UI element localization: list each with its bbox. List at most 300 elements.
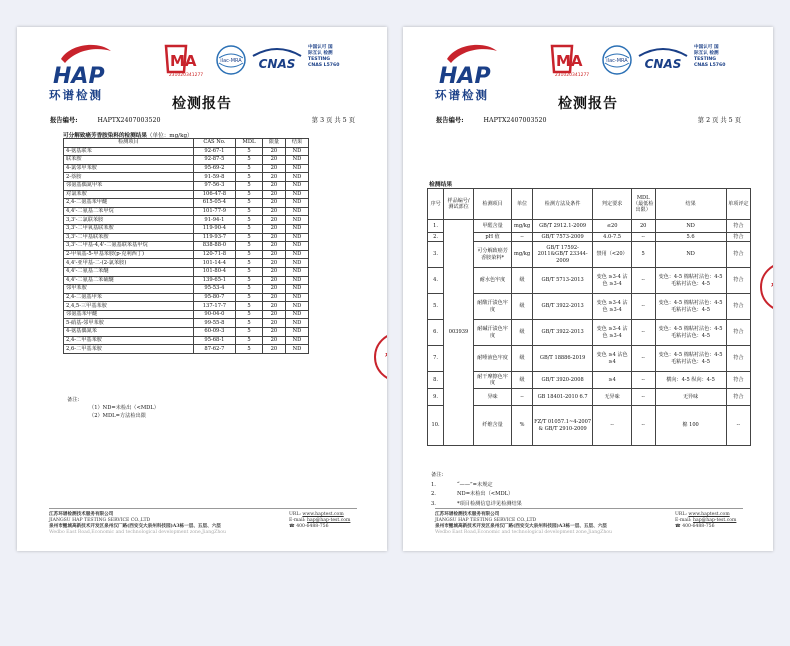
cma-code: 231020341277 bbox=[168, 73, 204, 78]
seal-stamp-icon bbox=[757, 257, 773, 317]
table-cell: 95-53-4 bbox=[193, 285, 235, 294]
table-cell: 20 bbox=[262, 285, 285, 294]
table-cell: 5 bbox=[236, 328, 263, 337]
footer-address-en: Wedbo East Road,Economic and technological development zone,JiangZhou bbox=[49, 530, 227, 535]
table-cell: 838-88-0 bbox=[193, 242, 235, 251]
table-cell: ND bbox=[285, 216, 308, 225]
table-cell: 90-04-0 bbox=[193, 310, 235, 319]
table-row bbox=[64, 250, 309, 259]
table-cell: 5 bbox=[236, 285, 263, 294]
table-cell: 变色：4-5 棉粘衬沾色：4-5 毛粘衬沾色：4-5 bbox=[655, 294, 726, 320]
table-cell: 2. bbox=[428, 233, 444, 242]
cnas-number: CNAS L5760 bbox=[308, 63, 340, 68]
table-row bbox=[428, 320, 751, 346]
table-cell: ND bbox=[285, 164, 308, 173]
report-title: 检测报告 bbox=[558, 96, 618, 112]
section-title-text: 可分解致癌芳香胺染料的检测结果 bbox=[63, 133, 147, 139]
table-cell: GB/T 3920-2008 bbox=[532, 372, 592, 389]
column-header: MDL（最低检出限） bbox=[631, 189, 655, 220]
report-meta bbox=[436, 115, 741, 124]
url-label: URL: bbox=[289, 512, 301, 517]
table-cell: 20 bbox=[262, 216, 285, 225]
report-no-label: 报告编号: bbox=[436, 117, 464, 124]
table-cell: mg/kg bbox=[512, 242, 533, 268]
page-indicator: 第 3 页 共 5 页 bbox=[311, 117, 355, 124]
table-cell: 20 bbox=[262, 336, 285, 345]
table-cell: 2,4,5-三甲基苯胺 bbox=[64, 302, 194, 311]
footer-company-cn: 江苏环谱检测技术服务有限公司 bbox=[435, 512, 500, 517]
table-cell: 2,6-二甲基苯胺 bbox=[64, 345, 194, 354]
table-row bbox=[64, 259, 309, 268]
table-cell: 4.0-7.5 bbox=[593, 233, 632, 242]
table-cell: 耐碱汗渍色牢度 bbox=[473, 320, 511, 346]
section-unit: （单位：mg/kg） bbox=[146, 133, 193, 139]
table-cell: 级 bbox=[512, 372, 533, 389]
accreditation-marks bbox=[549, 42, 759, 86]
table-cell: ND bbox=[285, 199, 308, 208]
table-row bbox=[64, 216, 309, 225]
table-row bbox=[64, 242, 309, 251]
table-cell: 20 bbox=[262, 310, 285, 319]
table-cell: ND bbox=[285, 190, 308, 199]
table-cell: -- bbox=[726, 406, 750, 446]
cnas-caption bbox=[694, 45, 725, 69]
table-cell: 9. bbox=[428, 389, 444, 406]
table-cell: 60-09-3 bbox=[193, 328, 235, 337]
note-item: （2）MDL=方法检出限 bbox=[89, 413, 146, 419]
table-cell: 137-17-7 bbox=[193, 302, 235, 311]
table-cell: ND bbox=[285, 310, 308, 319]
footer-contact: URL: www.haptest.com E-mail: hap@hap-test.com ☎ 400-6488-756 bbox=[289, 512, 351, 529]
table-cell: 4-氨基偶氮苯 bbox=[64, 328, 194, 337]
footer-email-link[interactable]: hap@hap-test.com bbox=[307, 518, 351, 523]
table-cell: 耐干摩擦色牢度 bbox=[473, 372, 511, 389]
table-cell: ND bbox=[285, 173, 308, 182]
table-row bbox=[64, 207, 309, 216]
note-item: （1）ND=未检出（<MDL） bbox=[89, 405, 159, 411]
table-cell: GB/T 18886-2019 bbox=[532, 346, 592, 372]
table-cell: mg/kg bbox=[512, 220, 533, 233]
cnas-mark-icon bbox=[251, 44, 303, 76]
footer-address-en: Wedbo East Road,Economic and technological development zone,JiangZhou bbox=[435, 530, 613, 535]
table-row bbox=[428, 268, 751, 294]
table-cell: 可分解致癌芳香胺染料* bbox=[473, 242, 511, 268]
table-cell: 2,4-二氨基苯甲醚 bbox=[64, 199, 194, 208]
table-cell: 5. bbox=[428, 294, 444, 320]
column-header: MDL bbox=[236, 139, 263, 148]
table-cell: 20 bbox=[262, 190, 285, 199]
table-row bbox=[428, 242, 751, 268]
email-label: E-mail: bbox=[289, 518, 306, 523]
table-cell: 5.6 bbox=[655, 233, 726, 242]
table-cell: 92-87-5 bbox=[193, 156, 235, 165]
table-cell: pH 值 bbox=[473, 233, 511, 242]
table-cell: 级 bbox=[512, 346, 533, 372]
table-cell: 120-71-8 bbox=[193, 250, 235, 259]
table-cell: ND bbox=[285, 242, 308, 251]
table-cell: 邻氨基偶氮甲苯 bbox=[64, 181, 194, 190]
table-row bbox=[64, 199, 309, 208]
table-cell: 变色 ≥3-4 沾色 ≥3-4 bbox=[593, 268, 632, 294]
table-cell: 耐酸汗渍色牢度 bbox=[473, 294, 511, 320]
column-header: 限量 bbox=[262, 139, 285, 148]
table-cell: 5 bbox=[236, 319, 263, 328]
table-cell: -- bbox=[631, 268, 655, 294]
amine-results-table bbox=[63, 138, 309, 354]
report-page-2 bbox=[403, 27, 773, 551]
table-cell: 5 bbox=[236, 199, 263, 208]
footer-company-en: JIANGSU HAP TESTING SERVICE CO.,LTD bbox=[435, 518, 537, 523]
report-no: HAPTX2407003520 bbox=[97, 117, 161, 124]
table-cell: 101-77-9 bbox=[193, 207, 235, 216]
table-cell: 20 bbox=[262, 328, 285, 337]
table-cell: 5 bbox=[236, 233, 263, 242]
column-header: 结果 bbox=[285, 139, 308, 148]
table-cell: 符合 bbox=[726, 242, 750, 268]
logo-name: 环谱检测 bbox=[49, 88, 103, 102]
table-cell: 119-90-4 bbox=[193, 224, 235, 233]
table-cell: ND bbox=[285, 328, 308, 337]
table-cell: 20 bbox=[262, 319, 285, 328]
footer-address-cn: 泉州市鲤城高新技术开发区泉州汉厂路(西安交大泉州科技园)A3栋一层、五层、六层 bbox=[435, 524, 607, 529]
table-cell: 20 bbox=[262, 207, 285, 216]
table-cell: 20 bbox=[262, 224, 285, 233]
table-cell: 8. bbox=[428, 372, 444, 389]
table-cell: 20 bbox=[262, 147, 285, 156]
table-cell: ND bbox=[285, 345, 308, 354]
table-header-row bbox=[64, 139, 309, 148]
column-header: 结果 bbox=[655, 189, 726, 220]
table-row bbox=[428, 389, 751, 406]
table-cell: 耐水色牢度 bbox=[473, 268, 511, 294]
table-cell: 91-94-1 bbox=[193, 216, 235, 225]
table-cell: 禁用（<20） bbox=[593, 242, 632, 268]
table-cell: -- bbox=[512, 389, 533, 406]
footer-divider bbox=[49, 508, 357, 509]
cnas-caption-en: TESTING bbox=[694, 57, 717, 62]
column-header: 判定要求 bbox=[593, 189, 632, 220]
table-cell: 20 bbox=[262, 302, 285, 311]
table-cell: 5 bbox=[236, 267, 263, 276]
table-cell: -- bbox=[593, 406, 632, 446]
table-cell: 5 bbox=[236, 293, 263, 302]
table-cell: 20 bbox=[262, 199, 285, 208]
table-cell: 1. bbox=[428, 220, 444, 233]
table-cell: 对氯苯胺 bbox=[64, 190, 194, 199]
table-cell: 5 bbox=[236, 147, 263, 156]
cnas-caption bbox=[308, 45, 339, 69]
table-cell: 无异味 bbox=[593, 389, 632, 406]
cnas-label: CNAS bbox=[258, 57, 296, 71]
table-cell: 20 bbox=[262, 242, 285, 251]
table-row bbox=[64, 181, 309, 190]
table-cell: 10. bbox=[428, 406, 444, 446]
footer-url-link[interactable]: www.haptest.com bbox=[302, 512, 344, 517]
cnas-caption-cn: 中国认可 国际互认 检测 bbox=[308, 45, 333, 56]
table-row bbox=[64, 147, 309, 156]
table-cell: GB/T 5713-2013 bbox=[532, 268, 592, 294]
table-row bbox=[428, 372, 751, 389]
table-cell: 20 bbox=[262, 259, 285, 268]
table-cell: 级 bbox=[512, 294, 533, 320]
table-cell: FZ/T 01057.1~4-2007 & GB/T 2910-2009 bbox=[532, 406, 592, 446]
table-cell: % bbox=[512, 406, 533, 446]
table-row bbox=[64, 164, 309, 173]
table-cell: 符合 bbox=[726, 320, 750, 346]
table-row bbox=[64, 156, 309, 165]
table-cell: 5 bbox=[236, 336, 263, 345]
table-cell: 符合 bbox=[726, 233, 750, 242]
table-cell: ≥4 bbox=[593, 372, 632, 389]
table-cell: 棉 100 bbox=[655, 406, 726, 446]
table-cell: 3,3'-二甲基-4,4'-二氨基联苯基甲烷 bbox=[64, 242, 194, 251]
table-header-row bbox=[428, 189, 751, 220]
table-cell: 5 bbox=[236, 250, 263, 259]
table-cell: 3,3'-二甲基联苯胺 bbox=[64, 233, 194, 242]
table-cell: 95-68-1 bbox=[193, 336, 235, 345]
notes bbox=[67, 396, 159, 420]
table-row bbox=[428, 406, 751, 446]
table-cell: 5 bbox=[236, 276, 263, 285]
table-cell: 5 bbox=[236, 345, 263, 354]
table-cell: 20 bbox=[262, 173, 285, 182]
svg-text:MA: MA bbox=[170, 52, 197, 70]
report-meta bbox=[50, 115, 355, 124]
table-cell: 符合 bbox=[726, 389, 750, 406]
table-cell: 87-62-7 bbox=[193, 345, 235, 354]
table-cell: ND bbox=[655, 220, 726, 233]
table-cell: 20 bbox=[262, 267, 285, 276]
column-header: 单项评定 bbox=[726, 189, 750, 220]
footer-address-cn: 泉州市鲤城高新技术开发区泉州汉厂路(西安交大泉州科技园)A3栋一层、五层、六层 bbox=[49, 524, 221, 529]
table-cell: 符合 bbox=[726, 346, 750, 372]
note-item: 1. “——”=未规定 bbox=[431, 481, 493, 488]
table-cell: 3. bbox=[428, 242, 444, 268]
table-cell: GB/T 17592-2011&GB/T 23344-2009 bbox=[532, 242, 592, 268]
table-cell: ND bbox=[285, 319, 308, 328]
table-cell: 邻甲苯胺 bbox=[64, 285, 194, 294]
table-cell: -- bbox=[631, 233, 655, 242]
table-row bbox=[64, 267, 309, 276]
table-row bbox=[64, 336, 309, 345]
table-row bbox=[64, 233, 309, 242]
table-cell: 5 bbox=[236, 216, 263, 225]
table-cell: 20 bbox=[262, 276, 285, 285]
table-cell: -- bbox=[631, 346, 655, 372]
seal-stamp-icon bbox=[371, 327, 387, 387]
table-cell: 变色：4-5 棉粘衬沾色：4-5 毛粘衬沾色：4-5 bbox=[655, 346, 726, 372]
table-row bbox=[64, 293, 309, 302]
table-cell: 20 bbox=[262, 293, 285, 302]
table-cell: 4,4'-二氨基二苯硫醚 bbox=[64, 276, 194, 285]
cnas-caption-en: TESTING bbox=[308, 57, 331, 62]
ilac-mra-icon bbox=[601, 44, 633, 76]
table-cell: 4-氨基联苯 bbox=[64, 147, 194, 156]
table-cell: -- bbox=[631, 406, 655, 446]
table-cell: 99-55-8 bbox=[193, 319, 235, 328]
table-cell: ND bbox=[285, 224, 308, 233]
table-cell: 97-56-3 bbox=[193, 181, 235, 190]
table-cell: 139-65-1 bbox=[193, 276, 235, 285]
report-page-3 bbox=[17, 27, 387, 551]
hap-logo-icon bbox=[47, 41, 122, 89]
table-cell: 变色 ≥3-4 沾色 ≥3-4 bbox=[593, 320, 632, 346]
ilac-mra-icon bbox=[215, 44, 247, 76]
table-cell: 5 bbox=[236, 302, 263, 311]
table-cell: 20 bbox=[262, 345, 285, 354]
cnas-label: CNAS bbox=[644, 57, 682, 71]
table-cell: 符合 bbox=[726, 220, 750, 233]
table-cell: -- bbox=[631, 294, 655, 320]
note-item: 3. *项目检测信息详见检测结果 bbox=[431, 500, 522, 507]
sample-id-cell: 003939 bbox=[444, 220, 474, 446]
table-cell: 变色：4-5 棉粘衬沾色：4-5 毛粘衬沾色：4-5 bbox=[655, 320, 726, 346]
accreditation-marks bbox=[163, 42, 373, 86]
table-cell: ND bbox=[285, 250, 308, 259]
table-cell: ND bbox=[285, 207, 308, 216]
table-cell: 异味 bbox=[473, 389, 511, 406]
table-cell: 联苯胺 bbox=[64, 156, 194, 165]
footer-url-link[interactable]: www.haptest.com bbox=[688, 512, 730, 517]
table-cell: 5 bbox=[236, 259, 263, 268]
table-cell: 6. bbox=[428, 320, 444, 346]
footer-email-link[interactable]: hap@hap-test.com bbox=[693, 518, 737, 523]
table-cell: 邻氨基苯甲醚 bbox=[64, 310, 194, 319]
notes bbox=[431, 471, 522, 509]
table-row bbox=[428, 220, 751, 233]
ilac-label: ilac-MRA bbox=[220, 58, 242, 64]
cnas-number: CNAS L5760 bbox=[694, 63, 726, 68]
table-cell: 615-05-4 bbox=[193, 199, 235, 208]
table-cell: 101-14-4 bbox=[193, 259, 235, 268]
table-row bbox=[64, 328, 309, 337]
table-row bbox=[64, 276, 309, 285]
notes-label: 备注: bbox=[431, 472, 444, 478]
table-row bbox=[428, 294, 751, 320]
table-cell: GB/T 3922-2013 bbox=[532, 320, 592, 346]
table-cell: ND bbox=[285, 285, 308, 294]
logo-brand: HAP bbox=[439, 64, 491, 89]
table-cell: 101-80-4 bbox=[193, 267, 235, 276]
footer-phone: 400-6488-756 bbox=[296, 524, 329, 529]
table-cell: GB/T 7573-2009 bbox=[532, 233, 592, 242]
cma-code: 231020341277 bbox=[554, 73, 590, 78]
logo-brand: HAP bbox=[53, 64, 105, 89]
table-cell: 符合 bbox=[726, 294, 750, 320]
ilac-label: ilac-MRA bbox=[606, 58, 628, 64]
url-label: URL: bbox=[675, 512, 687, 517]
email-label: E-mail: bbox=[675, 518, 692, 523]
table-cell: -- bbox=[631, 389, 655, 406]
table-cell: 2,4-二氨基甲苯 bbox=[64, 293, 194, 302]
table-row bbox=[64, 319, 309, 328]
table-cell: 2,4-二甲基苯胺 bbox=[64, 336, 194, 345]
table-cell: ND bbox=[285, 147, 308, 156]
table-cell: ND bbox=[285, 156, 308, 165]
table-cell: ND bbox=[285, 302, 308, 311]
column-header: CAS No. bbox=[193, 139, 235, 148]
column-header: 样品编号/测试部位 bbox=[444, 189, 474, 220]
table-row bbox=[64, 224, 309, 233]
table-cell: 95-80-7 bbox=[193, 293, 235, 302]
table-cell: 5-硝基-邻甲苯胺 bbox=[64, 319, 194, 328]
footer-company-cn: 江苏环谱检测技术服务有限公司 bbox=[49, 512, 114, 517]
footer-company-en: JIANGSU HAP TESTING SERVICE CO.,LTD bbox=[49, 518, 151, 523]
hap-logo-icon bbox=[433, 41, 508, 89]
table-cell: 甲醛含量 bbox=[473, 220, 511, 233]
table-row bbox=[428, 233, 751, 242]
table-cell: 2-萘胺 bbox=[64, 173, 194, 182]
table-cell: ND bbox=[285, 181, 308, 190]
table-row bbox=[64, 173, 309, 182]
table-cell: 无异味 bbox=[655, 389, 726, 406]
table-cell: 20 bbox=[262, 156, 285, 165]
table-cell: 符合 bbox=[726, 372, 750, 389]
table-cell: 5 bbox=[236, 224, 263, 233]
logo-name: 环谱检测 bbox=[435, 88, 489, 102]
column-header: 单位 bbox=[512, 189, 533, 220]
table-cell: 3,3'-二氯联苯胺 bbox=[64, 216, 194, 225]
table-cell: 119-93-7 bbox=[193, 233, 235, 242]
notes-label: 备注: bbox=[67, 397, 80, 403]
table-cell: 5 bbox=[236, 164, 263, 173]
table-cell: ≤20 bbox=[593, 220, 632, 233]
table-cell: 级 bbox=[512, 268, 533, 294]
note-item: 2. ND=未检出（<MDL） bbox=[431, 491, 514, 497]
section-title: 检测结果 bbox=[429, 182, 453, 188]
table-cell: 5 bbox=[236, 181, 263, 190]
table-cell: ND bbox=[655, 242, 726, 268]
report-no-label: 报告编号: bbox=[50, 117, 78, 124]
footer-divider bbox=[435, 508, 743, 509]
table-cell: 92-67-1 bbox=[193, 147, 235, 156]
table-cell: 5 bbox=[236, 156, 263, 165]
table-cell: 变色 ≥4 沾色 ≥4 bbox=[593, 346, 632, 372]
page-footer bbox=[435, 508, 743, 536]
table-cell: 4,4'-亚甲基-二-(2-氯苯胺) bbox=[64, 259, 194, 268]
table-cell: 5 bbox=[236, 242, 263, 251]
table-cell: 4. bbox=[428, 268, 444, 294]
table-cell: 20 bbox=[262, 164, 285, 173]
table-cell: 20 bbox=[631, 220, 655, 233]
table-cell: 2-甲氧基-5-甲基苯胺(p-克利西丁) bbox=[64, 250, 194, 259]
table-cell: 4,4'-二氨基二苯醚 bbox=[64, 267, 194, 276]
table-cell: 106-47-8 bbox=[193, 190, 235, 199]
footer-phone: 400-6488-756 bbox=[682, 524, 715, 529]
cnas-caption-cn: 中国认可 国际互认 检测 bbox=[694, 45, 719, 56]
table-row bbox=[64, 190, 309, 199]
table-cell: -- bbox=[512, 233, 533, 242]
column-header: 序号 bbox=[428, 189, 444, 220]
table-row bbox=[64, 285, 309, 294]
table-cell: 20 bbox=[262, 233, 285, 242]
table-cell: ND bbox=[285, 336, 308, 345]
table-cell: 20 bbox=[262, 181, 285, 190]
table-cell: 3,3'-二甲氧基联苯胺 bbox=[64, 224, 194, 233]
table-cell: 95-69-2 bbox=[193, 164, 235, 173]
table-cell: 纤维含量 bbox=[473, 406, 511, 446]
table-cell: 7. bbox=[428, 346, 444, 372]
table-cell: 5 bbox=[236, 173, 263, 182]
report-no: HAPTX2407003520 bbox=[483, 117, 547, 124]
table-cell: -- bbox=[631, 372, 655, 389]
table-cell: GB/T 3922-2013 bbox=[532, 294, 592, 320]
table-cell: ND bbox=[285, 267, 308, 276]
table-cell: 4,4'-二氨基二苯甲烷 bbox=[64, 207, 194, 216]
table-cell: 横向：4-5 纵向：4-5 bbox=[655, 372, 726, 389]
table-row bbox=[428, 346, 751, 372]
column-header: 检测项目 bbox=[64, 139, 194, 148]
